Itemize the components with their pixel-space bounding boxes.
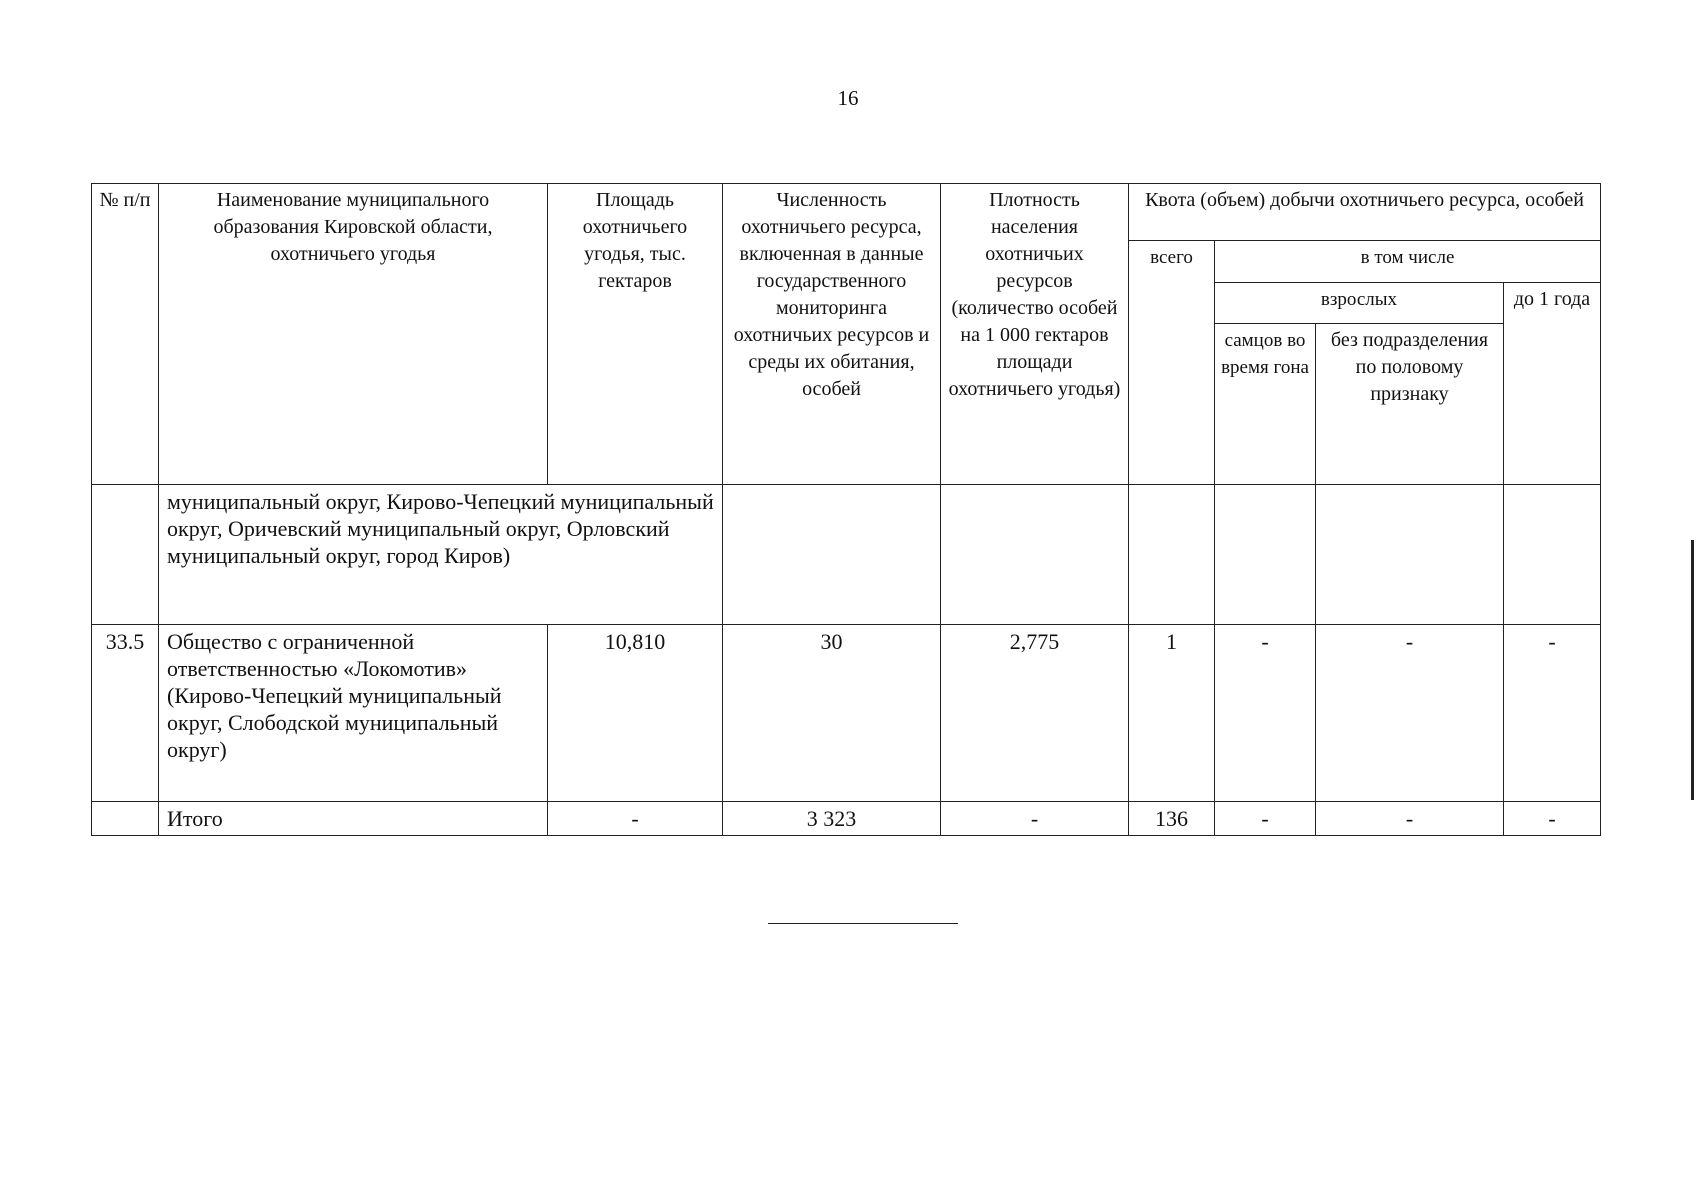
cell-name: муниципальный округ, Кирово-Чепецкий муниципальный округ, Оричевский муниципальный округ, Орловский муниципальный округ, город Киров) bbox=[159, 485, 723, 625]
cell-males-rut bbox=[1215, 485, 1316, 625]
cell-under-one bbox=[1504, 485, 1601, 625]
page-number: 16 bbox=[837, 86, 859, 110]
header-including: в том числе bbox=[1215, 241, 1601, 283]
cell-area: 10,810 bbox=[548, 625, 723, 802]
header-no: № п/п bbox=[92, 184, 159, 485]
cell-count: 30 bbox=[723, 625, 941, 802]
cell-density: 2,775 bbox=[941, 625, 1129, 802]
cell-name: Общество с ограниченной ответственностью «Локомотив» (Кирово-Чепецкий муниципальный округ, Слободской муниципальный округ) bbox=[159, 625, 548, 802]
quota-table bbox=[91, 183, 1601, 836]
cell-no bbox=[92, 802, 159, 836]
header-density: Плотность населения охотничьих ресурсов (количество особей на 1 000 гектаров площади охотничьего угодья) bbox=[941, 184, 1129, 485]
header-total: всего bbox=[1129, 241, 1215, 485]
cell-no-sex bbox=[1316, 485, 1504, 625]
header-males-rut: самцов во время гона bbox=[1215, 324, 1316, 485]
cell-males-rut: - bbox=[1215, 802, 1316, 836]
header-no-sex-division: без подразделения по половому признаку bbox=[1316, 324, 1504, 485]
cell-no-sex: - bbox=[1316, 802, 1504, 836]
cell-name: Итого bbox=[159, 802, 548, 836]
cell-under-one: - bbox=[1504, 625, 1601, 802]
header-name: Наименование муниципального образования Кировской области, охотничьего угодья bbox=[159, 184, 548, 485]
cell-count: 3 323 bbox=[723, 802, 941, 836]
cell-density bbox=[941, 485, 1129, 625]
cell-no-sex: - bbox=[1316, 625, 1504, 802]
cell-no: 33.5 bbox=[92, 625, 159, 802]
cell-count bbox=[723, 485, 941, 625]
cell-area: - bbox=[548, 802, 723, 836]
header-area: Площадь охотничьего угодья, тыс. гектаров bbox=[548, 184, 723, 485]
header-quota: Квота (объем) добычи охотничьего ресурса, особей bbox=[1129, 184, 1601, 241]
cell-total: 136 bbox=[1129, 802, 1215, 836]
table-row bbox=[92, 485, 1601, 625]
cell-total: 1 bbox=[1129, 625, 1215, 802]
cell-under-one: - bbox=[1504, 802, 1601, 836]
cell-no bbox=[92, 485, 159, 625]
header-adults: взрослых bbox=[1215, 283, 1504, 324]
table-row-total bbox=[92, 802, 1601, 836]
scan-edge-mark bbox=[1691, 540, 1694, 800]
footer-divider bbox=[768, 923, 958, 924]
cell-total bbox=[1129, 485, 1215, 625]
header-under-one: до 1 года bbox=[1504, 283, 1601, 485]
header-count: Численность охотничьего ресурса, включенная в данные государственного мониторинга охотничьих ресурсов и среды их обитания, особей bbox=[723, 184, 941, 485]
cell-density: - bbox=[941, 802, 1129, 836]
table-row bbox=[92, 625, 1601, 802]
cell-males-rut: - bbox=[1215, 625, 1316, 802]
